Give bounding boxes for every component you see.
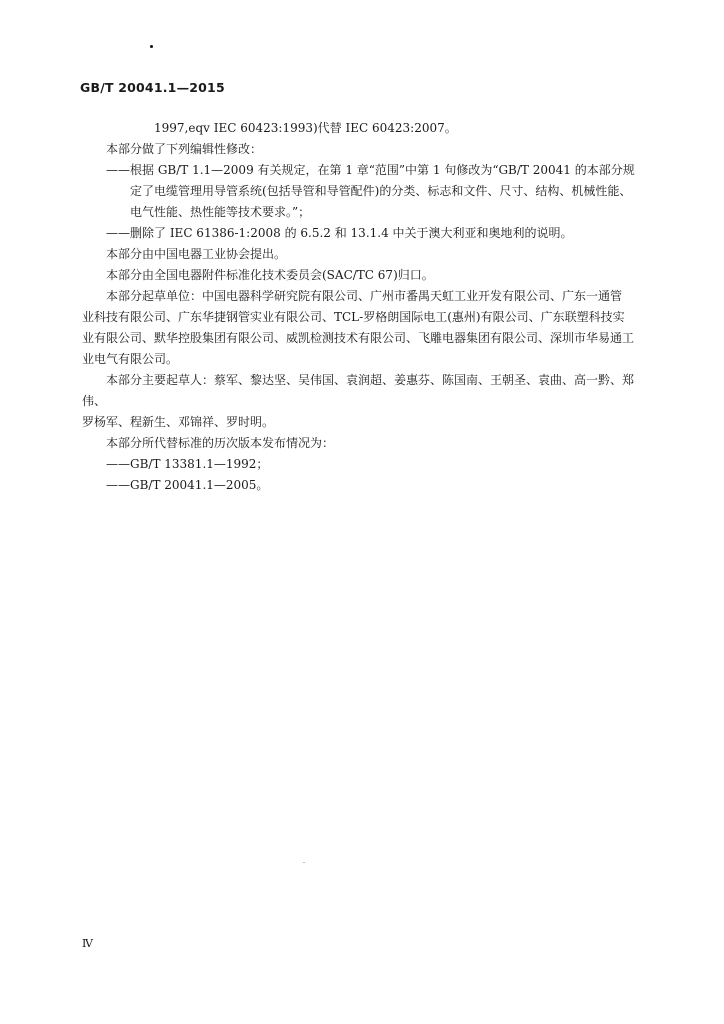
text-line-edit-item-1-cont2: 电气性能、热性能等技术要求。”； [130,205,311,219]
text-line-continuation: 1997,eqv IEC 60423:1993)代替 IEC 60423:2007。 [154,121,457,135]
scan-dot [150,45,153,48]
text-line-edit-item-1-cont: 定了电缆管理用导管系统(包括导管和导管配件)的分类、标志和文件、尺寸、结构、机械性能、 [130,184,632,198]
text-line-edits-intro: 本部分做了下列编辑性修改： [106,142,263,156]
text-line-history-item-2: ——GB/T 20041.1—2005。 [106,478,269,492]
text-line-drafters-cont: 罗杨军、程新生、邓锦祥、罗时明。 [82,415,275,429]
text-line-proposed-by: 本部分由中国电器工业协会提出。 [106,247,287,261]
text-line-drafters: 本部分主要起草人：蔡军、黎达坚、吴伟国、袁润超、姜惠芬、陈国南、王朝圣、袁曲、高一黔、郑伟、 [82,373,635,408]
text-line-edit-item-2: ——删除了 IEC 61386-1:2008 的 6.5.2 和 13.1.4 中关于澳大利亚和奥地利的说明。 [106,226,573,240]
text-line-drafting-units-cont3: 业电气有限公司。 [82,352,179,366]
text-line-history-item-1: ——GB/T 13381.1—1992； [106,457,269,471]
text-line-managed-by: 本部分由全国电器附件标准化技术委员会(SAC/TC 67)归口。 [106,268,434,282]
text-line-drafting-units-cont2: 业有限公司、默华控股集团有限公司、威凯检测技术有限公司、飞雕电器集团有限公司、深圳市华易通工 [82,331,635,345]
page-number: Ⅳ [82,937,93,950]
text-line-drafting-units-cont: 业科技有限公司、广东华捷钢管实业有限公司、TCL-罗格朗国际电工(惠州)有限公司、广东联塑科技实 [82,310,625,324]
text-line-edit-item-1: ——根据 GB/T 1.1—2009 有关规定，在第 1 章“范围”中第 1 句修改为“GB/T 20041 的本部分规 [106,163,635,177]
scan-speck [303,862,305,863]
standard-number: GB/T 20041.1—2015 [80,80,225,95]
text-line-history-intro: 本部分所代替标准的历次版本发布情况为： [106,436,335,450]
text-line-drafting-units: 本部分起草单位：中国电器科学研究院有限公司、广州市番禺天虹工业开发有限公司、广东一通管 [106,289,623,303]
document-body [82,118,644,496]
